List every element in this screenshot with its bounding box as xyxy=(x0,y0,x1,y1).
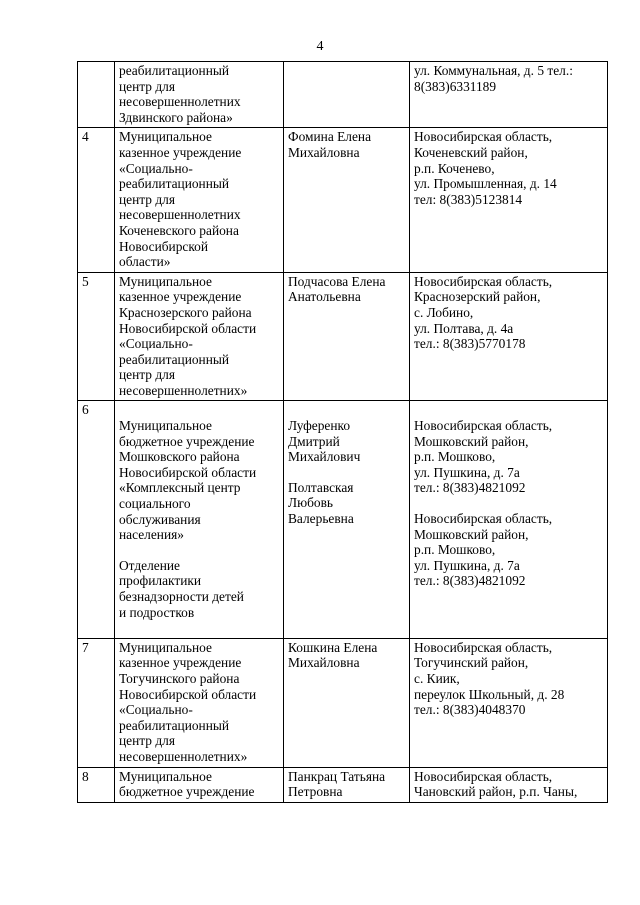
table-row xyxy=(78,128,608,272)
institutions-table xyxy=(77,61,608,803)
organization-name: Муниципальное казенное учреждение Тогучинского района Новосибирской области «Социально- реабилитационный центр для несовершеннолетних» xyxy=(115,638,284,767)
organization-name: Муниципальное бюджетное учреждение Мошковского района Новосибирской области «Комплексный центр социального обслуживания населения» xyxy=(119,418,257,543)
director-name: Подчасова Елена Анатольевна xyxy=(284,272,410,401)
organization-name: реабилитационный центр для несовершеннолетних Здвинского района» xyxy=(115,62,284,128)
address-contacts: Новосибирская область, Краснозерский район, с. Лобино, ул. Полтава, д. 4а тел.: 8(383)5770178 xyxy=(410,272,608,401)
page-number: 4 xyxy=(316,39,324,54)
row-number: 4 xyxy=(78,128,115,272)
director-name: Панкрац Татьяна Петровна xyxy=(284,767,410,802)
address-contacts: ул. Коммунальная, д. 5 тел.: 8(383)6331189 xyxy=(410,62,608,128)
table-row xyxy=(78,62,608,128)
organization-name: Муниципальное казенное учреждение «Социально- реабилитационный центр для несовершеннолетних Коченевского района Новосибирской области» xyxy=(115,128,284,272)
row-number: 6 xyxy=(78,401,115,638)
table-row xyxy=(78,401,608,638)
row-number xyxy=(78,62,115,128)
address-contacts: Новосибирская область, Коченевский район, р.п. Коченево, ул. Промышленная, д. 14 тел: 8(383)5123814 xyxy=(410,128,608,272)
organization-cell xyxy=(115,401,284,638)
director-name xyxy=(284,62,410,128)
address-cell xyxy=(410,401,608,638)
director-name: Фомина Елена Михайловна xyxy=(284,128,410,272)
department-address: Новосибирская область, Мошковский район, р.п. Мошково, ул. Пушкина, д. 7а тел.: 8(383)4821092 xyxy=(414,511,553,589)
director-name: Кошкина Елена Михайловна xyxy=(284,638,410,767)
address-contacts: Новосибирская область, Чановский район, р.п. Чаны, xyxy=(410,767,608,802)
department-head-name: Полтавская Любовь Валерьевна xyxy=(288,479,354,527)
table-row xyxy=(78,638,608,767)
director-name: Луференко Дмитрий Михайлович xyxy=(288,418,361,465)
row-number: 7 xyxy=(78,638,115,767)
department-name: Отделение профилактики безнадзорности детей и подростков xyxy=(119,557,244,620)
address-contacts: Новосибирская область, Тогучинский район, с. Киик, переулок Школьный, д. 28 тел.: 8(383)4048370 xyxy=(410,638,608,767)
table-row xyxy=(78,272,608,401)
organization-name: Муниципальное бюджетное учреждение xyxy=(115,767,284,802)
row-number: 8 xyxy=(78,767,115,802)
director-cell xyxy=(284,401,410,638)
address-contacts: Новосибирская область, Мошковский район, р.п. Мошково, ул. Пушкина, д. 7а тел.: 8(383)4821092 xyxy=(414,418,553,496)
organization-name: Муниципальное казенное учреждение Краснозерского района Новосибирской области «Социально- реабилитационный центр для несовершеннолетних» xyxy=(115,272,284,401)
table-row xyxy=(78,767,608,802)
row-number: 5 xyxy=(78,272,115,401)
